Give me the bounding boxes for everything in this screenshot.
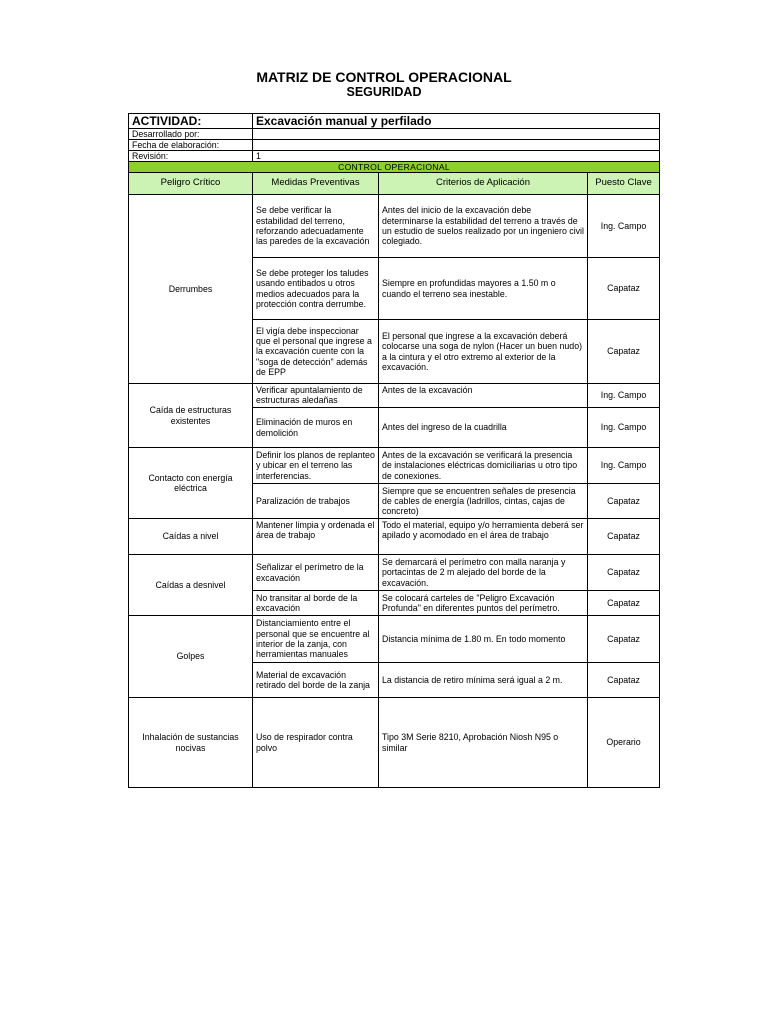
medida-cell: Señalizar el perímetro de la excavación bbox=[253, 555, 379, 591]
criterio-cell: Se demarcará el perímetro con malla naranja y portacintas de 2 m alejado del borde de la excavación. bbox=[379, 555, 588, 591]
developed-label: Desarrollado por: bbox=[129, 129, 253, 140]
developed-value bbox=[253, 129, 660, 140]
criterio-cell: Antes del ingreso de la cuadrilla bbox=[379, 408, 588, 448]
document-subtitle: SEGURIDAD bbox=[346, 85, 422, 99]
document-title: MATRIZ DE CONTROL OPERACIONAL bbox=[256, 69, 512, 85]
column-header-criterios: Criterios de Aplicación bbox=[379, 173, 588, 195]
medida-cell: Eliminación de muros en demolición bbox=[253, 408, 379, 448]
criterio-cell: El personal que ingrese a la excavación deberá colocarse una soga de nylon (Hacer un buen nudo) a la cintura y el otro extremo al exterior de la excavación. bbox=[379, 320, 588, 384]
column-header-row bbox=[129, 173, 660, 195]
control-matrix-table bbox=[128, 113, 660, 788]
criterio-cell: La distancia de retiro mínima será igual a 2 m. bbox=[379, 663, 588, 698]
puesto-cell: Capataz bbox=[588, 591, 660, 616]
revision-label: Revisión: bbox=[129, 151, 253, 162]
peligro-cell: Caídas a desnivel bbox=[129, 555, 253, 616]
table-row bbox=[129, 448, 660, 484]
medida-cell: No transitar al borde de la excavación bbox=[253, 591, 379, 616]
medida-cell: Uso de respirador contra polvo bbox=[253, 698, 379, 788]
control-band: CONTROL OPERACIONAL bbox=[129, 162, 660, 173]
puesto-cell: Capataz bbox=[588, 484, 660, 519]
medida-cell: Material de excavación retirado del borde de la zanja bbox=[253, 663, 379, 698]
medida-cell: Se debe proteger los taludes usando entibados u otros medios adecuados para la protección contra derrumbe. bbox=[253, 258, 379, 320]
puesto-cell: Capataz bbox=[588, 555, 660, 591]
medida-cell: Definir los planos de replanteo y ubicar en el terreno las interferencias. bbox=[253, 448, 379, 484]
puesto-cell: Capataz bbox=[588, 663, 660, 698]
peligro-cell: Golpes bbox=[129, 616, 253, 698]
column-header-puesto: Puesto Clave bbox=[588, 173, 660, 195]
medida-cell: El vigía debe inspeccionar que el personal que ingrese a la excavación cuente con la "soga de detección" además de EPP bbox=[253, 320, 379, 384]
control-band-row bbox=[129, 162, 660, 173]
criterio-cell: Siempre en profundidas mayores a 1.50 m o cuando el terreno sea inestable. bbox=[379, 258, 588, 320]
criterio-cell: Siempre que se encuentren señales de presencia de cables de energía (ladrillos, cintas, cajas de concreto) bbox=[379, 484, 588, 519]
date-row bbox=[129, 140, 660, 151]
date-value bbox=[253, 140, 660, 151]
criterio-cell: Antes del inicio de la excavación debe determinarse la estabilidad del terreno a través de un estudio de suelos realizado por un ingeniero civil colegiado. bbox=[379, 195, 588, 258]
puesto-cell: Ing. Campo bbox=[588, 195, 660, 258]
revision-value: 1 bbox=[253, 151, 660, 162]
column-header-peligro: Peligro Crítico bbox=[129, 173, 253, 195]
table-row bbox=[129, 195, 660, 258]
table-row bbox=[129, 384, 660, 408]
criterio-cell: Antes de la excavación bbox=[379, 384, 588, 408]
puesto-cell: Capataz bbox=[588, 519, 660, 555]
table-row bbox=[129, 519, 660, 555]
date-label: Fecha de elaboración: bbox=[129, 140, 253, 151]
table-row bbox=[129, 616, 660, 663]
criterio-cell: Antes de la excavación se verificará la presencia de instalaciones eléctricas domiciliarias u otro tipo de conexiones. bbox=[379, 448, 588, 484]
criterio-cell: Se colocará carteles de "Peligro Excavación Profunda" en diferentes puntos del perímetro. bbox=[379, 591, 588, 616]
puesto-cell: Capataz bbox=[588, 258, 660, 320]
medida-cell: Mantener limpia y ordenada el área de trabajo bbox=[253, 519, 379, 555]
puesto-cell: Ing. Campo bbox=[588, 448, 660, 484]
puesto-cell: Ing. Campo bbox=[588, 408, 660, 448]
medida-cell: Paralización de trabajos bbox=[253, 484, 379, 519]
criterio-cell: Tipo 3M Serie 8210, Aprobación Niosh N95 o similar bbox=[379, 698, 588, 788]
criterio-cell: Todo el material, equipo y/o herramienta deberá ser apilado y acomodado en el área de trabajo bbox=[379, 519, 588, 555]
activity-value: Excavación manual y perfilado bbox=[253, 114, 660, 129]
medida-cell: Distanciamiento entre el personal que se encuentre al interior de la zanja, con herramientas manuales bbox=[253, 616, 379, 663]
table-row bbox=[129, 698, 660, 788]
puesto-cell: Capataz bbox=[588, 616, 660, 663]
peligro-cell: Caídas a nivel bbox=[129, 519, 253, 555]
peligro-cell: Derrumbes bbox=[129, 195, 253, 384]
column-header-medidas: Medidas Preventivas bbox=[253, 173, 379, 195]
puesto-cell: Operario bbox=[588, 698, 660, 788]
puesto-cell: Ing. Campo bbox=[588, 384, 660, 408]
criterio-cell: Distancia mínima de 1.80 m. En todo momento bbox=[379, 616, 588, 663]
peligro-cell: Caída de estructuras existentes bbox=[129, 384, 253, 448]
peligro-cell: Inhalación de sustancias nocivas bbox=[129, 698, 253, 788]
peligro-cell: Contacto con energía eléctrica bbox=[129, 448, 253, 519]
activity-row bbox=[129, 114, 660, 129]
activity-label: ACTIVIDAD: bbox=[129, 114, 253, 129]
puesto-cell: Capataz bbox=[588, 320, 660, 384]
revision-row bbox=[129, 151, 660, 162]
table-row bbox=[129, 555, 660, 591]
medida-cell: Se debe verificar la estabilidad del terreno, reforzando adecuadamente las paredes de la excavación bbox=[253, 195, 379, 258]
developed-row bbox=[129, 129, 660, 140]
medida-cell: Verificar apuntalamiento de estructuras aledañas bbox=[253, 384, 379, 408]
